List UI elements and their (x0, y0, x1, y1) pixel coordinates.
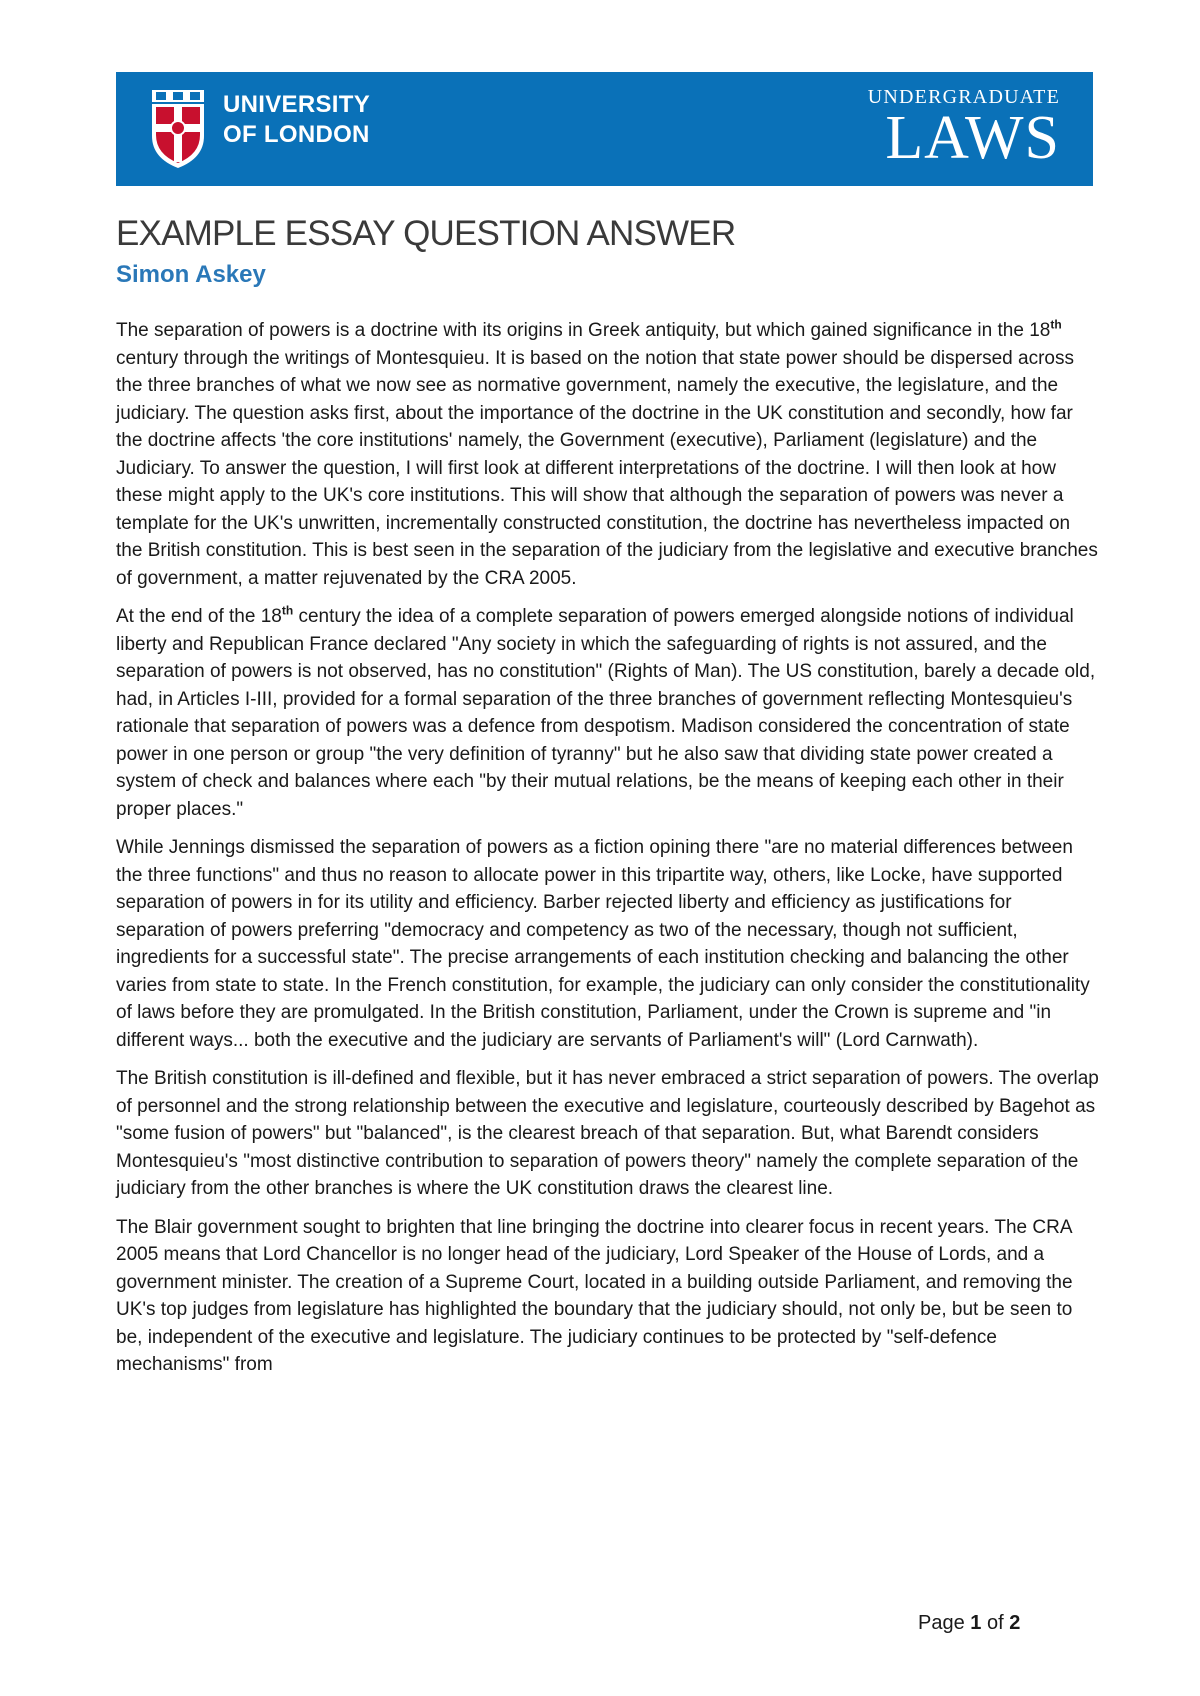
page-number: Page 1 of 2 (918, 1612, 1021, 1634)
university-crest-icon (148, 86, 208, 170)
paragraph-2: At the end of the 18th century the idea of a complete separation of powers emerged alongside notions of individual liberty and Republican France declared "Any society in which the safeguarding of rights is not assured, and the separation of powers is not observed, has no constitution" (Rights of Man). The US constitution, barely a decade old, had, in Articles I-III, provided for a formal separation of the three branches of government reflecting Montesquieu's rationale that separation of powers was a defence from despotism. Madison considered the concentration of state power in one person or group "the very definition of tyranny" but he also saw that dividing state power created a system of check and balances where each "by their mutual relations, be the means of keeping each other in their proper places." (116, 603, 1096, 820)
header-banner (116, 72, 1093, 186)
paragraph-4: The British constitution is ill-defined and flexible, but it has never embraced a strict separation of powers. The overlap of personnel and the strong relationship between the executive and legislature, courteously described by Bagehot as "some fusion of powers" but "balanced", is the clearest breach of that separation. But, what Barendt considers Montesquieu's "most distinctive contribution to separation of powers theory" namely the complete separation of the judiciary from the other branches is where the UK constitution draws the clearest line. (116, 1068, 1099, 1199)
paragraph-1: The separation of powers is a doctrine with its origins in Greek antiquity, but which gained significance in the 18th century through the writings of Montesquieu. It is based on the notion that state power should be dispersed across the three branches of what we now see as normative government, namely the executive, the legislature, and the judiciary. The question asks first, about the importance of the doctrine in the UK constitution and secondly, how far the doctrine affects 'the core institutions' namely, the Government (executive), Parliament (legislature) and the Judiciary. To answer the question, I will first look at different interpretations of the doctrine. I will then look at how these might apply to the UK's core institutions. This will show that although the separation of powers was never a template for the UK's unwritten, incrementally constructed constitution, the doctrine has nevertheless impacted on the British constitution. This is best seen in the separation of the judiciary from the legislative and executive branches of government, a matter rejuvenated by the CRA 2005. (116, 317, 1098, 589)
page-title: EXAMPLE ESSAY QUESTION ANSWER (116, 214, 736, 253)
programme-level: UNDERGRADUATE (867, 86, 1060, 108)
university-wordmark (223, 90, 370, 150)
essay-body (116, 317, 1101, 1390)
author-name: Simon Askey (116, 261, 266, 288)
university-line-2: OF LONDON (223, 121, 370, 148)
paragraph-3: While Jennings dismissed the separation of powers as a fiction opining there "are no material differences between the three functions" and thus no reason to allocate power in this tripartite way, others, like Locke, have supported separation of powers in for its utility and efficiency. Barber rejected liberty and efficiency as justifications for separation of powers preferring "democracy and competency as two of the necessary, though not sufficient, ingredients for a successful state". The precise arrangements of each institution checking and balancing the other varies from state to state. In the French constitution, for example, the judiciary can only consider the constitutionality of laws before they are promulgated. In the British constitution, Parliament, under the Crown is supreme and "in different ways... both the executive and the judiciary are servants of Parliament's will" (Lord Carnwath). (116, 837, 1090, 1051)
programme-wordmark (867, 86, 1060, 172)
university-line-1: UNIVERSITY (223, 91, 371, 118)
programme-name: LAWS (885, 104, 1060, 172)
paragraph-5: The Blair government sought to brighten that line bringing the doctrine into clearer focus in recent years. The CRA 2005 means that Lord Chancellor is no longer head of the judiciary, Lord Speaker of the House of Lords, and a government minister. The creation of a Supreme Court, located in a building outside Parliament, and removing the UK's top judges from legislature has highlighted the boundary that the judiciary should, not only be, but be seen to be, independent of the executive and legislature. The judiciary continues to be protected by "self-defence mechanisms" from (116, 1216, 1073, 1375)
total-pages: 2 (1009, 1612, 1021, 1634)
current-page: 1 (970, 1612, 982, 1634)
